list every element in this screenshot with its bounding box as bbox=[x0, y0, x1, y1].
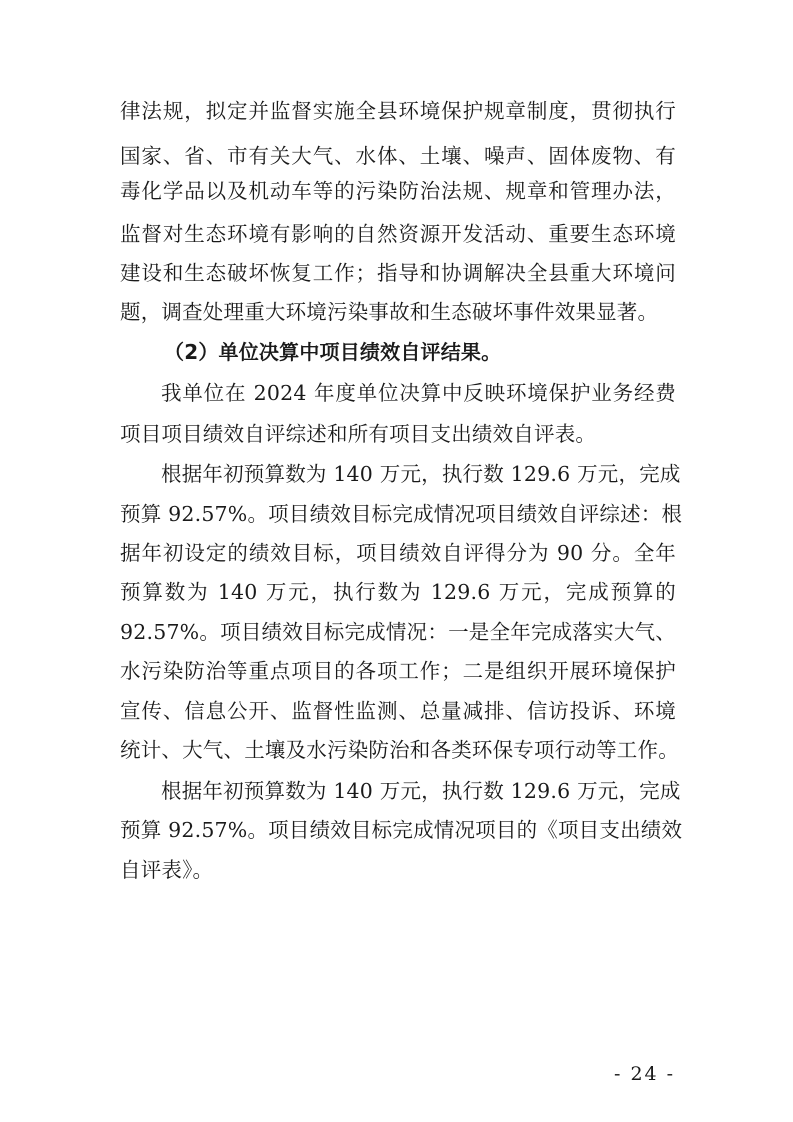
paragraph-4-line-1: 根据年初预算数为 140 万元，执行数 129.6 万元，完成 bbox=[161, 779, 681, 803]
paragraph-3-line-5: 92.57%。项目绩效目标完成情况：一是全年完成落实大气、 bbox=[120, 620, 676, 644]
paragraph-3-line-8: 统计、大气、土壤及水污染防治和各类环保专项行动等工作。 bbox=[120, 738, 679, 762]
paragraph-3-line-1: 根据年初预算数为 140 万元，执行数 129.6 万元，完成 bbox=[161, 462, 681, 486]
paragraph-2-line-1: 我单位在 2024 年度单位决算中反映环境保护业务经费 bbox=[161, 381, 676, 405]
paragraph-4-line-2: 预算 92.57%。项目绩效目标完成情况项目的《项目支出绩效 bbox=[120, 818, 683, 842]
paragraph-3-line-4: 预算数为 140 万元，执行数为 129.6 万元，完成预算的 bbox=[120, 580, 676, 604]
paragraph-4-line-3: 自评表》。 bbox=[120, 858, 214, 882]
paragraph-2-line-2: 项目项目绩效自评综述和所有项目支出绩效自评表。 bbox=[120, 422, 597, 446]
paragraph-3-line-7: 宣传、信息公开、监督性监测、总量减排、信访投诉、环境 bbox=[120, 699, 676, 723]
paragraph-1-line-2: 国家、省、市有关大气、水体、土壤、噪声、固体废物、有 bbox=[120, 144, 676, 168]
paragraph-3-line-6: 水污染防治等重点项目的各项工作；二是组织开展环境保护 bbox=[120, 659, 676, 683]
paragraph-3-line-2: 预算 92.57%。项目绩效目标完成情况项目绩效自评综述：根 bbox=[120, 502, 683, 526]
paragraph-3-line-3: 据年初设定的绩效目标，项目绩效自评得分为 90 分。全年 bbox=[120, 541, 676, 565]
page-number: - 24 - bbox=[614, 1063, 676, 1085]
paragraph-1-line-4: 监督对生态环境有影响的自然资源开发活动、重要生态环境 bbox=[120, 222, 676, 246]
section-heading: （2）单位决算中项目绩效自评结果。 bbox=[164, 340, 502, 364]
paragraph-1-line-1: 律法规，拟定并监督实施全县环境保护规章制度，贯彻执行 bbox=[120, 99, 676, 123]
paragraph-1-line-3: 毒化学品以及机动车等的污染防治法规、规章和管理办法， bbox=[120, 179, 676, 203]
paragraph-1-line-5: 建设和生态破坏恢复工作；指导和协调解决全县重大环境问 bbox=[120, 261, 676, 285]
paragraph-1-line-6: 题，调查处理重大环境污染事故和生态破坏事件效果显著。 bbox=[120, 300, 659, 324]
